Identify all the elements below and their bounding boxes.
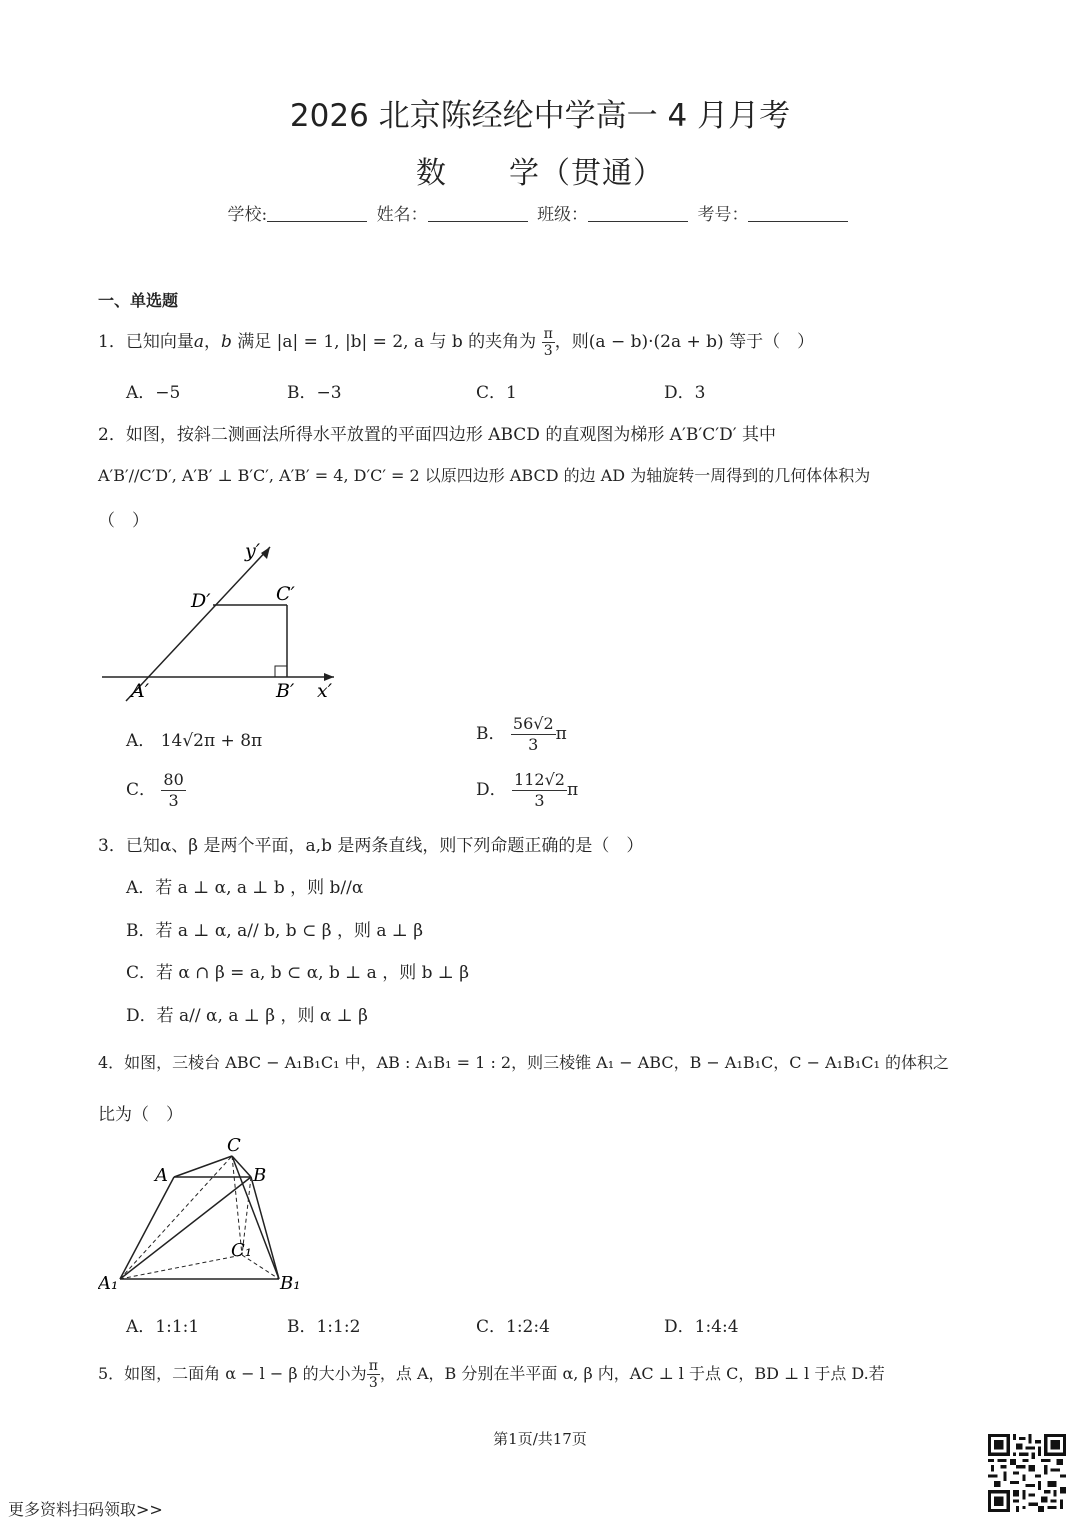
q3-option-b: B．若 a ⊥ α, a// b, b ⊂ β ，则 a ⊥ β bbox=[126, 921, 424, 941]
q2-opt-b-num: 56√2 bbox=[512, 714, 554, 733]
q2-option-d bbox=[476, 770, 578, 811]
y-axis-line bbox=[126, 547, 270, 701]
right-angle-mark bbox=[275, 666, 287, 677]
question-2-line1: 2．如图，按斜二测画法所得水平放置的平面四边形 ABCD 的直观图为梯形 A′B′C′D′ 其中 bbox=[98, 425, 776, 445]
label-b1: B₁ bbox=[280, 1273, 301, 1294]
question-5-stem bbox=[98, 1358, 885, 1391]
q2-opt-a-value: 14√2π + 8π bbox=[160, 731, 263, 751]
q1-vec-b: b bbox=[220, 332, 232, 352]
q2-option-b bbox=[476, 714, 567, 755]
q5-prefix: 5．如图，二面角 α − l − β 的大小为 bbox=[98, 1364, 367, 1383]
question-2-line3: （ ） bbox=[98, 511, 149, 531]
q1-option-a: A．−5 bbox=[126, 383, 181, 403]
question-4-line1: 4．如图，三棱台 ABC − A₁B₁C₁ 中，AB : A₁B₁ = 1 : 2，则三棱锥 A₁ − ABC，B − A₁B₁C，C − A₁B₁C₁ 的体积之 bbox=[98, 1053, 950, 1072]
q1-option-b: B．−3 bbox=[287, 383, 342, 403]
label-c-prime: C′ bbox=[276, 583, 295, 605]
q1-tail: ，则(a − b)·(2a + b) 等于（ ） bbox=[554, 332, 815, 352]
q2-opt-d-pi: π bbox=[566, 780, 579, 800]
q1-vec-a: a bbox=[193, 332, 204, 352]
q2-opt-d-num: 112√2 bbox=[514, 770, 565, 789]
q5-frac-num: π bbox=[368, 1358, 378, 1374]
q4-frustum-figure bbox=[98, 1132, 318, 1302]
page-number: 第1页/共17页 bbox=[493, 1430, 587, 1448]
q2-opt-d-fraction bbox=[512, 770, 567, 811]
label-y-prime: y′ bbox=[245, 540, 261, 562]
label-a1: A₁ bbox=[98, 1273, 119, 1294]
info-class-label: 班级： bbox=[537, 205, 589, 225]
label-b: B bbox=[253, 1165, 267, 1186]
q1-option-d: D．3 bbox=[664, 383, 706, 403]
id-blank bbox=[748, 205, 848, 222]
q2-trapezoid-figure bbox=[98, 535, 358, 705]
q1-mid: 满足 bbox=[237, 332, 272, 352]
q1-angle-fraction bbox=[542, 326, 555, 359]
label-d-prime: D′ bbox=[191, 590, 211, 612]
q2-opt-d-den: 3 bbox=[534, 791, 545, 810]
class-blank bbox=[588, 205, 688, 222]
question-1-stem bbox=[98, 326, 814, 359]
y-axis-arrow-icon bbox=[261, 547, 270, 559]
q1-frac-num: π bbox=[543, 326, 553, 342]
label-b-prime: B′ bbox=[276, 680, 295, 702]
label-c1: C₁ bbox=[231, 1240, 252, 1261]
q3-option-d: D．若 a// α, a ⊥ β ，则 α ⊥ β bbox=[126, 1006, 368, 1026]
q2-option-c bbox=[126, 770, 186, 811]
q2-opt-b-fraction bbox=[511, 714, 556, 755]
q5-angle-fraction bbox=[367, 1358, 380, 1391]
subject-title: 数 学（贯通） bbox=[416, 156, 664, 191]
q4-option-b: B．1:1:2 bbox=[287, 1317, 361, 1337]
edge-cb bbox=[232, 1156, 251, 1177]
q1-condition: |a| = 1, |b| = 2, a 与 b 的夹角为 bbox=[276, 332, 537, 352]
q2-opt-c-num: 80 bbox=[163, 770, 184, 789]
edge-ac bbox=[174, 1156, 232, 1177]
q2-opt-a-label: A． bbox=[126, 731, 156, 751]
info-school-label: 学校: bbox=[227, 205, 268, 225]
q3-option-a: A．若 a ⊥ α, a ⊥ b ，则 b//α bbox=[126, 878, 364, 898]
diag-a1c-hidden bbox=[120, 1156, 232, 1279]
edge-a1c1-hidden bbox=[120, 1255, 242, 1279]
q1-option-c: C．1 bbox=[476, 383, 517, 403]
q3-option-c: C．若 α ∩ β = a, b ⊂ α, b ⊥ a ，则 b ⊥ β bbox=[126, 963, 470, 983]
q1-frac-den: 3 bbox=[543, 343, 553, 359]
q2-opt-b-label: B． bbox=[476, 724, 506, 744]
q2-opt-c-label: C． bbox=[126, 780, 157, 800]
diag-a1b bbox=[120, 1177, 251, 1279]
question-2-line2: A′B′//C′D′, A′B′ ⊥ B′C′, A′B′ = 4, D′C′ = 2 以原四边形 ABCD 的边 AD 为轴旋转一周得到的几何体体积为 bbox=[98, 466, 871, 485]
q2-opt-c-den: 3 bbox=[168, 791, 179, 810]
q2-opt-b-pi: π bbox=[555, 724, 567, 744]
q4-option-c: C．1:2:4 bbox=[476, 1317, 550, 1337]
promo-link[interactable]: 更多资料扫码领取>> bbox=[8, 1500, 163, 1519]
q2-opt-d-label: D． bbox=[476, 780, 507, 800]
q2-opt-c-fraction bbox=[161, 770, 185, 811]
section-heading: 一、单选题 bbox=[98, 291, 179, 310]
page-title: 2026 北京陈经纶中学高一 4 月月考 bbox=[289, 98, 791, 134]
q5-tail: ，点 A，B 分别在半平面 α, β 内，AC ⊥ l 于点 C，BD ⊥ l 于点 D.若 bbox=[379, 1364, 885, 1383]
qr-code-icon[interactable] bbox=[988, 1433, 1066, 1513]
label-c: C bbox=[227, 1135, 241, 1156]
q5-frac-den: 3 bbox=[368, 1375, 378, 1391]
label-a-prime: A′ bbox=[131, 680, 150, 702]
name-blank bbox=[428, 205, 528, 222]
q4-option-a: A．1:1:1 bbox=[126, 1317, 200, 1337]
info-name-label: 姓名： bbox=[376, 205, 428, 225]
label-a: A bbox=[155, 1165, 168, 1186]
q1-comma: ， bbox=[203, 332, 221, 352]
q4-option-d: D．1:4:4 bbox=[664, 1317, 739, 1337]
school-blank bbox=[267, 205, 367, 222]
student-info-row bbox=[0, 200, 1080, 225]
q1-prefix: 1．已知向量 bbox=[98, 332, 194, 352]
info-id-label: 考号： bbox=[697, 205, 749, 225]
q2-opt-b-den: 3 bbox=[528, 735, 539, 754]
label-x-prime: x′ bbox=[317, 680, 333, 702]
question-4-line2: 比为（ ） bbox=[98, 1105, 183, 1125]
question-3-stem: 3．已知α、β 是两个平面，a,b 是两条直线，则下列命题正确的是（ ） bbox=[98, 836, 644, 856]
edge-aa1 bbox=[120, 1177, 174, 1279]
q2-option-a bbox=[126, 726, 262, 751]
